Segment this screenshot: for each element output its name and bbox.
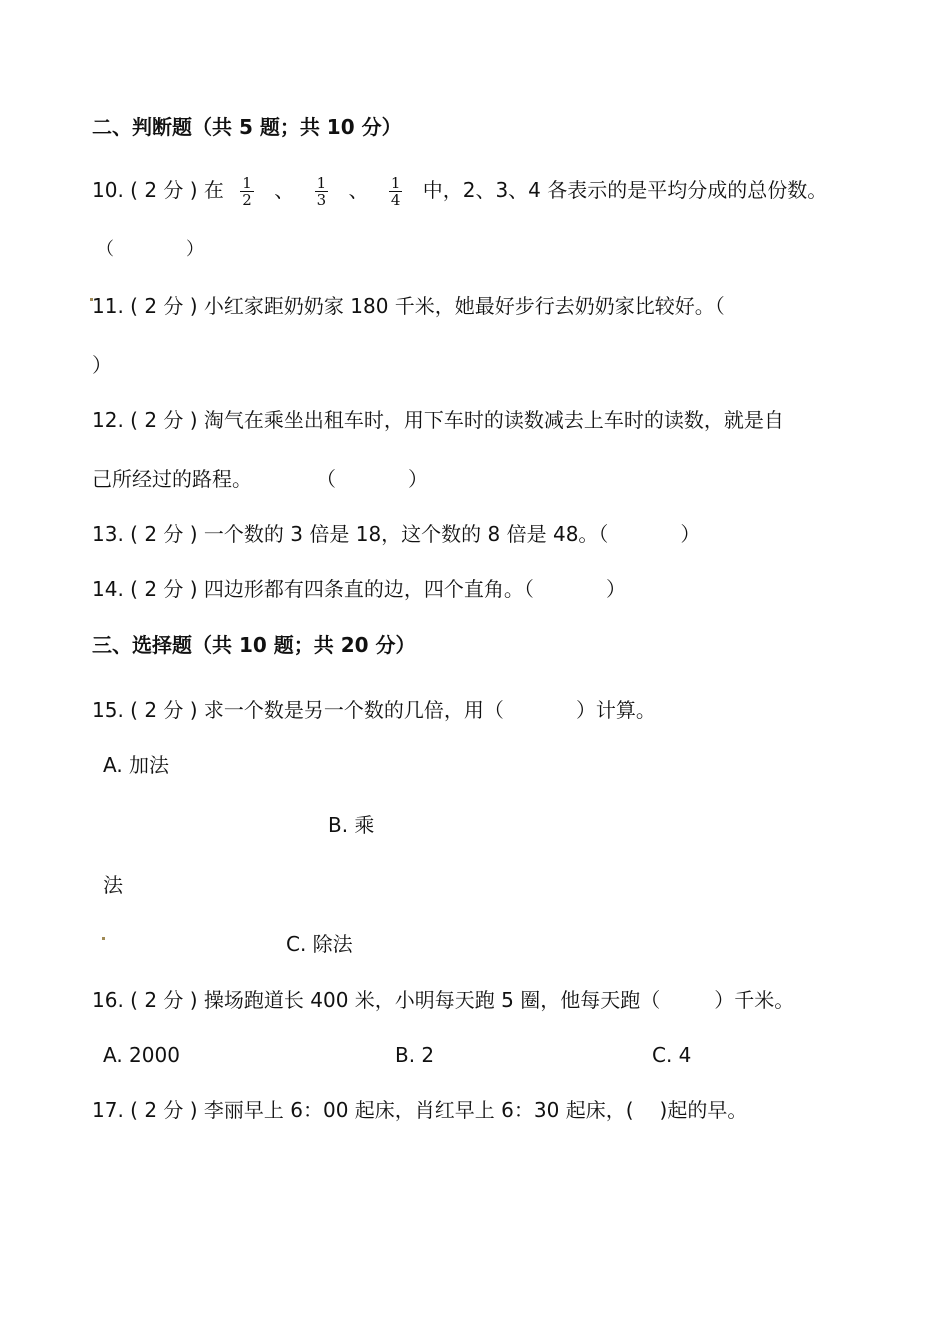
- fraction-one-third: $\frac{1}{3}$: [316, 174, 327, 209]
- q15-option-c[interactable]: C. 除法: [286, 932, 353, 956]
- q10-separator: 、: [348, 178, 369, 202]
- q16-option-c[interactable]: C. 4: [652, 1043, 692, 1067]
- section-3-heading: 三、选择题（共 10 题；共 20 分）: [92, 633, 416, 657]
- marker-dot: [102, 937, 105, 940]
- question-14: 14. ( 2 分 ) 四边形都有四条直的边，四个直角。（ ）: [92, 577, 626, 601]
- fraction-one-quarter: $\frac{1}{4}$: [390, 174, 401, 209]
- question-13: 13. ( 2 分 ) 一个数的 3 倍是 18，这个数的 8 倍是 48。（ ）: [92, 522, 701, 546]
- question-12-line-2: 己所经过的路程。 （ ）: [92, 467, 428, 491]
- q10-prefix: 10. ( 2 分 ) 在: [92, 178, 224, 202]
- q11-answer-close: ）: [92, 353, 112, 377]
- question-17: 17. ( 2 分 ) 李丽早上 6：00 起床，肖红早上 6：30 起床，( )起的早。: [92, 1098, 748, 1122]
- question-12-line-1: 12. ( 2 分 ) 淘气在乘坐出租车时，用下车时的读数减去上车时的读数，就是自: [92, 408, 784, 432]
- question-16: 16. ( 2 分 ) 操场跑道长 400 米，小明每天跑 5 圈，他每天跑（ ）千米。: [92, 988, 795, 1012]
- fraction-one-half: $\frac{1}{2}$: [242, 174, 252, 209]
- q10-separator: 、: [274, 178, 295, 202]
- q15-option-a[interactable]: A. 加法: [103, 753, 170, 777]
- q15-option-b-continued: 法: [103, 873, 123, 897]
- q10-suffix: 中，2、3、4 各表示的是平均分成的总份数。: [422, 178, 828, 202]
- question-10: [92, 169, 827, 211]
- q12-answer-blank[interactable]: （ ）: [316, 467, 428, 491]
- question-11: 11. ( 2 分 ) 小红家距奶奶家 180 千米，她最好步行去奶奶家比较好。（: [92, 294, 725, 318]
- question-15: 15. ( 2 分 ) 求一个数是另一个数的几倍，用（ ）计算。: [92, 698, 656, 722]
- q10-answer-blank[interactable]: （ ）: [96, 239, 204, 260]
- q16-option-a[interactable]: A. 2000: [103, 1043, 180, 1067]
- section-2-heading: 二、判断题（共 5 题；共 10 分）: [92, 115, 402, 139]
- q15-option-b[interactable]: B. 乘: [328, 813, 375, 837]
- q16-option-b[interactable]: B. 2: [395, 1043, 435, 1067]
